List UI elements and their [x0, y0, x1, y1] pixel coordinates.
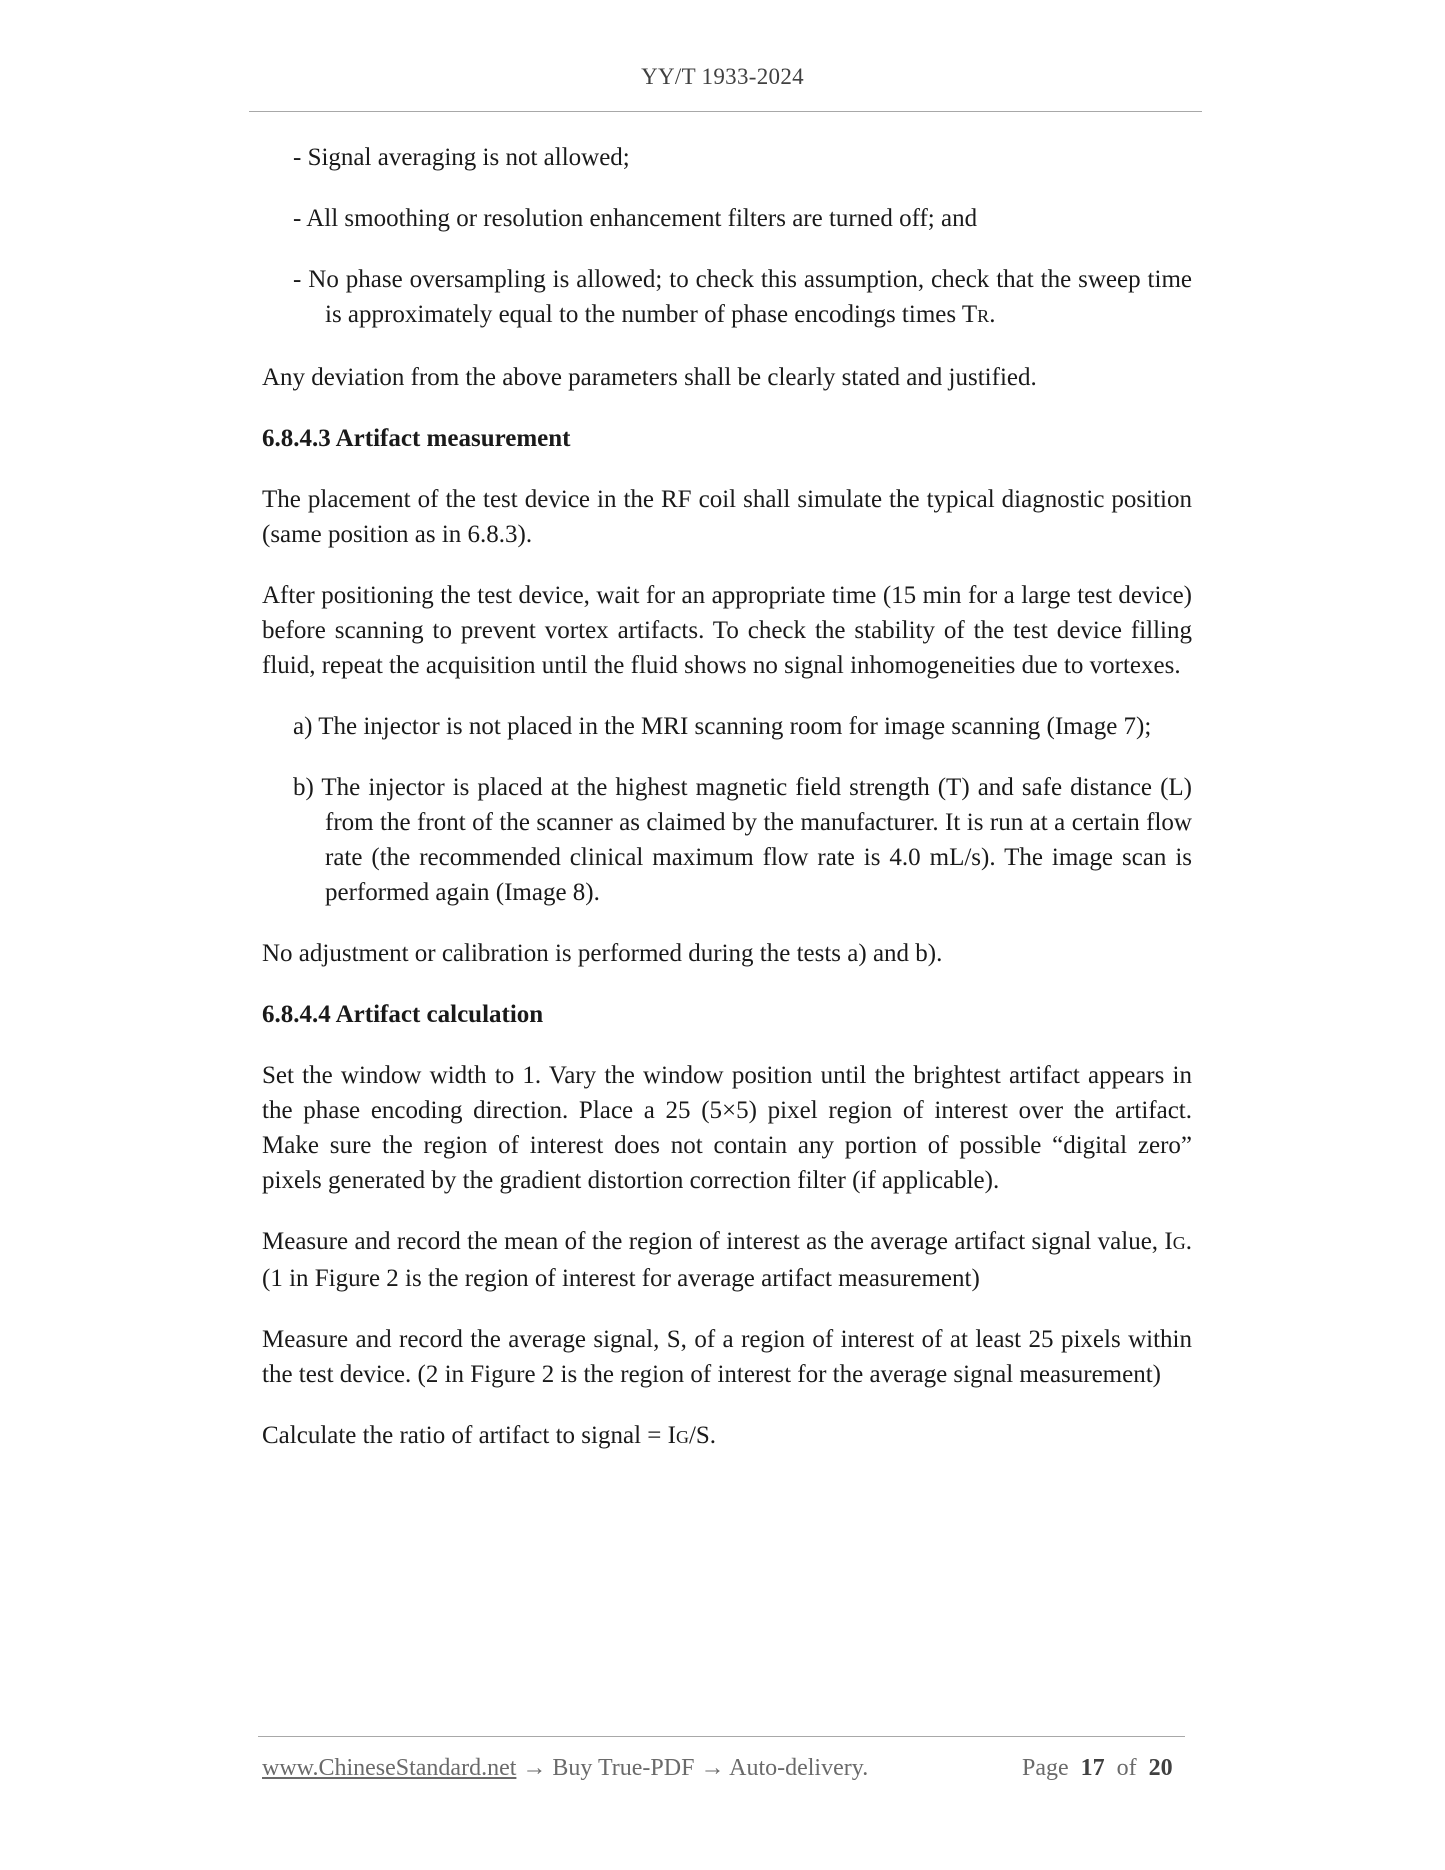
bullet-smoothing-filters: - All smoothing or resolution enhancement filters are turned off; and: [293, 205, 978, 232]
ratio-post: /S.: [688, 1422, 717, 1449]
footer-promo-text: → Buy True-PDF → Auto-delivery.: [516, 1755, 869, 1781]
paragraph-no-adjustment: No adjustment or calibration is performed during the tests a) and b).: [262, 940, 943, 967]
subscript-g-ratio: G: [675, 1427, 689, 1447]
of-label: of: [1116, 1755, 1137, 1781]
paragraph-placement: The placement of the test device in the RF coil shall simulate the typical diagnostic position (same position as in 6.8.3).: [262, 486, 1192, 548]
list-item-b: b) The injector is placed at the highest magnetic field strength (T) and safe distance (L) from the front of the scanner as claimed by the manufacturer. It is run at a certain flow rate (the recommended clinical maximum flow rate is 4.0 mL/s). The image scan is performed again (Image 8).: [293, 774, 1192, 906]
bullet-phase-oversampling: [293, 262, 1192, 334]
paragraph-measure-signal: Measure and record the average signal, S, of a region of interest of at least 25 pixels within the test device. (2 in Figure 2 is the region of interest for the average signal measurement): [262, 1326, 1192, 1388]
site-link[interactable]: www.ChineseStandard.net: [262, 1755, 517, 1781]
page-label: Page: [1022, 1755, 1069, 1781]
paragraph-positioning: After positioning the test device, wait for an appropriate time (15 min for a large test device) before scanning to prevent vortex artifacts. To check the stability of the test device filling fluid, repeat the acquisition until the fluid shows no signal inhomogeneities due to vortexes.: [262, 582, 1192, 679]
ratio-pre: Calculate the ratio of artifact to signal = I: [262, 1422, 676, 1449]
bullet-phase-text: - No phase oversampling is allowed; to check this assumption, check that the sweep time is approximately equal to the number of phase encodings times T: [293, 266, 1192, 328]
document-id-header: YY/T 1933-2024: [641, 64, 804, 89]
bullet-signal-averaging: - Signal averaging is not allowed;: [293, 144, 630, 171]
list-item-a: a) The injector is not placed in the MRI scanning room for image scanning (Image 7);: [293, 713, 1152, 740]
footer-promo: [262, 1755, 868, 1782]
page-indicator: [1022, 1755, 1173, 1782]
page-total: 20: [1148, 1755, 1173, 1781]
bullet-phase-tail: .: [989, 301, 996, 328]
paragraph-window-width: Set the window width to 1. Vary the window position until the brightest artifact appears in the phase encoding direction. Place a 25 (5×5) pixel region of interest over the artifact. Make sure the region of interest does not contain any portion of possible “digital zero” pixels generated by the gradient distortion correction filter (if applicable).: [262, 1062, 1192, 1194]
header-divider: [249, 111, 1202, 112]
page-number: 17: [1080, 1755, 1105, 1781]
subscript-r: R: [977, 306, 990, 326]
footer-divider: [258, 1736, 1185, 1737]
paragraph-measure-mean: [262, 1224, 1192, 1296]
subscript-g: G: [1172, 1233, 1186, 1253]
paragraph-deviation: Any deviation from the above parameters shall be clearly stated and justified.: [262, 364, 1037, 391]
page-content: [262, 140, 1192, 1481]
measure-mean-post: . (1 in Figure 2 is the region of interest for average artifact measurement): [262, 1228, 1192, 1292]
measure-mean-pre: Measure and record the mean of the region of interest as the average artifact signal value, I: [262, 1228, 1173, 1255]
paragraph-ratio: [262, 1418, 1192, 1455]
section-heading-6843: 6.8.4.3 Artifact measurement: [262, 425, 571, 452]
section-heading-6844: 6.8.4.4 Artifact calculation: [262, 1001, 544, 1028]
